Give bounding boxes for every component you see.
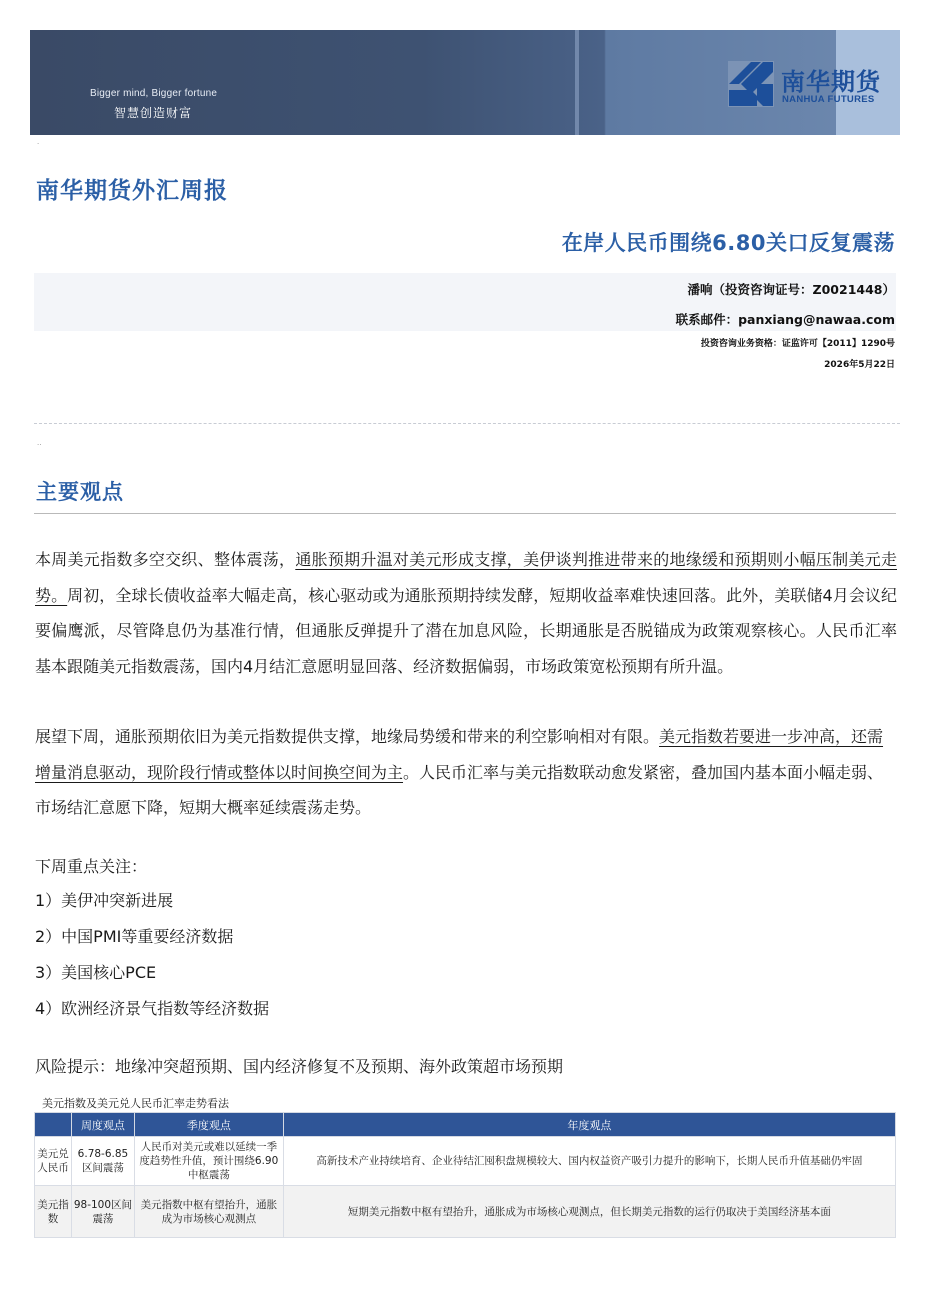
section-title: 主要观点 [36, 480, 124, 504]
company-logo [727, 60, 897, 112]
paragraph-weekly-review [35, 542, 897, 684]
risk-warning: 风险提示：地缘冲突超预期、国内经济修复不及预期、海外政策超市场预期 [35, 1057, 564, 1076]
list-item: 1）美伊冲突新进展 [35, 891, 174, 910]
table-cell: 6.78-6.85区间震荡 [71, 1137, 134, 1186]
slogan-english: Bigger mind, Bigger fortune [90, 88, 218, 99]
paragraph-key-point: 美元指数若要进一步冲高，还需增量消息驱动，现阶段行情或整体以时间换空间为主 [35, 727, 884, 782]
page-dot-mark: · [37, 140, 40, 148]
paragraph-text: 。人民币汇率与美元指数联动愈发紧密，叠加国内基本面小幅走弱、市场结汇意愿下降，短期大概率延续震荡走势。 [35, 762, 884, 817]
paragraph-outlook [35, 719, 897, 826]
banner-divider [575, 30, 579, 135]
paragraph-text: 本周美元指数多空交织、整体震荡， [35, 550, 296, 569]
paragraph-text: 展望下周，通胀预期依旧为美元指数提供支撑，地缘局势缓和带来的利空影响相对有限。 [35, 727, 660, 746]
focus-list [35, 883, 269, 1027]
table-header-cell [35, 1113, 72, 1137]
table-caption: 美元指数及美元兑人民币汇率走势看法 [42, 1097, 229, 1110]
logo-text-cn: 南华期货 [781, 68, 881, 96]
header-banner [30, 30, 900, 135]
table-header-cell: 季度观点 [134, 1113, 283, 1137]
table-cell: 美元指数 [35, 1186, 72, 1238]
author-email: 联系邮件：panxiang@nawaa.com [675, 312, 895, 327]
dashed-divider [34, 423, 900, 424]
list-item: 3）美国核心PCE [35, 963, 157, 982]
paragraph-key-point: 通胀预期升温对美元形成支撑，美伊谈判推进带来的地缘缓和预期则小幅压制美元走势。 [35, 550, 897, 605]
list-item: 4）欧洲经济景气指数等经济数据 [35, 999, 270, 1018]
list-item: 2）中国PMI等重要经济数据 [35, 927, 234, 946]
table-cell: 98-100区间震荡 [71, 1186, 134, 1238]
author-name: 潘响（投资咨询证号：Z0021448） [687, 282, 895, 297]
report-date: 2026年5月22日 [824, 360, 895, 370]
table-cell: 美元兑人民币 [35, 1137, 72, 1186]
table-row [35, 1186, 896, 1238]
license-info: 投资咨询业务资格：证监许可【2011】1290号 [700, 339, 895, 349]
report-subtitle: 在岸人民币围绕6.80关口反复震荡 [561, 231, 895, 255]
table-header-cell: 周度观点 [71, 1113, 134, 1137]
paragraph-text: 周初，全球长债收益率大幅走高，核心驱动或为通胀预期持续发酵，短期收益率难快速回落。此外，美联储4月会议纪要偏鹰派，尽管降息仍为基准行情，但通胀反弹提升了潜在加息风险，长期通胀是否脱锚成为政策观察核心。人民币汇率基本跟随美元指数震荡，国内4月结汇意愿明显回落、经济数据偏弱，市场政策宽松预期有所升温。 [35, 585, 897, 676]
table-cell: 高新技术产业持续培育、企业待结汇囤积盘规模较大、国内权益资产吸引力提升的影响下，长期人民币升值基础仍牢固 [283, 1137, 895, 1186]
focus-heading: 下周重点关注： [35, 857, 148, 876]
table-cell: 美元指数中枢有望抬升，通胀成为市场核心观测点 [134, 1186, 283, 1238]
table-cell: 人民币对美元或难以延续一季度趋势性升值，预计围绕6.90中枢震荡 [134, 1137, 283, 1186]
table-header-row [35, 1113, 896, 1137]
outlook-table [34, 1112, 896, 1238]
table-cell: 短期美元指数中枢有望抬升，通胀成为市场核心观测点，但长期美元指数的运行仍取决于美国经济基本面 [283, 1186, 895, 1238]
nanhua-logo-icon [727, 60, 775, 108]
page-dot-mark: ·· [37, 441, 42, 449]
slogan-chinese: 智慧创造财富 [114, 106, 193, 120]
table-row [35, 1137, 896, 1186]
section-underline [34, 513, 896, 514]
logo-text-en: NANHUA FUTURES [782, 94, 875, 105]
report-title: 南华期货外汇周报 [36, 178, 228, 204]
table-header-cell: 年度观点 [283, 1113, 895, 1137]
